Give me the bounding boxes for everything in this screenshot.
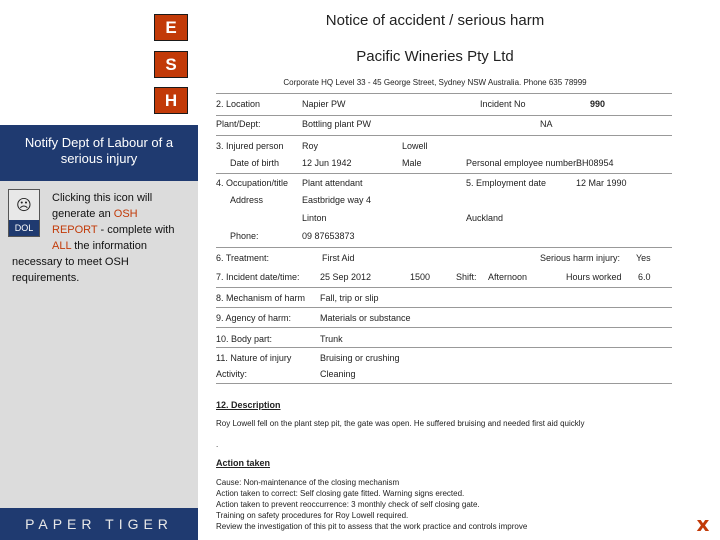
help-line-2-text: generate an: [52, 208, 114, 220]
action-line-2[interactable]: Action taken to correct: Self closing gate fitted. Warning signs erected.: [216, 489, 465, 498]
activity-label: Activity:: [216, 369, 248, 379]
help-all-accent: ALL: [52, 240, 72, 252]
help-area: [0, 181, 198, 540]
action-line-3[interactable]: Action taken to prevent reoccurrence: 3 monthly check of self closing gate.: [216, 500, 480, 509]
close-icon[interactable]: x: [696, 512, 710, 536]
location-label: 2. Location: [216, 99, 261, 109]
incident-no-value[interactable]: 990: [590, 99, 606, 109]
description-heading: 12. Description: [216, 400, 281, 410]
notify-banner: [0, 125, 198, 181]
divider: [216, 135, 672, 136]
divider: [216, 173, 672, 174]
agency-value[interactable]: Materials or substance: [320, 313, 411, 323]
employment-no-value[interactable]: BH08954: [576, 158, 614, 168]
activity-value[interactable]: Cleaning: [320, 369, 356, 379]
action-line-5[interactable]: Review the investigation of this pit to assess that the work practice and controls improve: [216, 522, 528, 531]
divider: [216, 115, 672, 116]
help-report-accent: REPORT: [52, 224, 98, 236]
divider: [216, 347, 672, 348]
injured-person-label: 3. Injured person: [216, 141, 284, 151]
injured-first-name[interactable]: Roy: [302, 141, 319, 151]
body-part-value[interactable]: Trunk: [320, 334, 343, 344]
occupation-label: 4. Occupation/title: [216, 178, 289, 188]
mechanism-value[interactable]: Fall, trip or slip: [320, 293, 379, 303]
action-taken-heading: Action taken: [216, 458, 271, 468]
treatment-label: 6. Treatment:: [216, 253, 270, 263]
action-line-4[interactable]: Training on safety procedures for Roy Lowell required.: [216, 511, 409, 520]
esh-e-button[interactable]: E: [154, 14, 188, 41]
serious-harm-value[interactable]: Yes: [636, 253, 651, 263]
address-line1[interactable]: Eastbridge way 4: [302, 195, 372, 205]
divider: [216, 287, 672, 288]
hours-worked-value[interactable]: 6.0: [638, 272, 651, 282]
agency-label: 9. Agency of harm:: [216, 313, 292, 323]
divider: [216, 307, 672, 308]
treatment-value[interactable]: First Aid: [322, 253, 355, 263]
incident-datetime-label: 7. Incident date/time:: [216, 272, 300, 282]
mechanism-label: 8. Mechanism of harm: [216, 293, 306, 303]
sex-value[interactable]: Male: [402, 158, 422, 168]
help-osh-accent: OSH: [113, 208, 138, 220]
incident-no-label: Incident No: [480, 99, 526, 109]
company-name: Pacific Wineries Pty Ltd: [356, 48, 514, 65]
address-line2[interactable]: Linton: [302, 213, 327, 223]
date-of-birth-label: Date of birth: [230, 158, 280, 168]
address-city[interactable]: Auckland: [466, 213, 504, 223]
phone-label: Phone:: [230, 231, 259, 241]
employment-date-value[interactable]: 12 Mar 1990: [576, 178, 627, 188]
accident-notice-form: [210, 0, 720, 540]
help-line-6: requirements.: [12, 272, 80, 284]
address-label: Address: [230, 195, 264, 205]
help-line-4: [12, 238, 190, 254]
nature-value[interactable]: Bruising or crushing: [320, 353, 400, 363]
shift-label: Shift:: [456, 272, 477, 282]
plant-dept-label: Plant/Dept:: [216, 119, 261, 129]
form-title: Notice of accident / serious harm: [325, 12, 545, 29]
injured-last-name[interactable]: Lowell: [402, 141, 428, 151]
notify-banner-line1: Notify Dept of Labour of a: [24, 135, 174, 150]
left-panel: [0, 0, 198, 540]
action-line-1[interactable]: Cause: Non-maintenance of the closing mechanism: [216, 478, 400, 487]
dol-label: DOL: [9, 220, 39, 236]
date-of-birth-value[interactable]: 12 Jun 1942: [302, 158, 352, 168]
shift-value[interactable]: Afternoon: [488, 272, 528, 282]
esh-s-button[interactable]: S: [154, 51, 188, 78]
phone-value[interactable]: 09 87653873: [302, 231, 355, 241]
help-line-4-text: the information: [71, 240, 147, 252]
corporate-address: Corporate HQ Level 33 - 45 George Street, Sydney NSW Australia. Phone 635 78999: [283, 78, 587, 87]
help-line-3-text: - complete with: [97, 224, 175, 236]
divider: [216, 383, 672, 384]
help-line-2: [12, 206, 190, 222]
divider: [216, 327, 672, 328]
body-part-label: 10. Body part:: [216, 334, 273, 344]
divider: [216, 93, 672, 94]
help-line-3: [12, 222, 190, 238]
divider: [216, 247, 672, 248]
help-line-5: necessary to meet OSH: [12, 256, 129, 268]
serious-harm-label: Serious harm injury:: [540, 253, 621, 263]
help-text: [12, 190, 190, 286]
plant-dept-value[interactable]: Bottling plant PW: [302, 119, 372, 129]
hours-worked-label: Hours worked: [566, 272, 622, 282]
help-line-1: Clicking this icon will: [52, 192, 153, 204]
notify-banner-line2: serious injury: [60, 151, 138, 166]
nature-label: 11. Nature of injury: [216, 353, 292, 363]
description-text[interactable]: Roy Lowell fell on the plant step pit, the gate was open. He suffered bruising and needed first aid quickly: [216, 419, 585, 428]
esh-h-button[interactable]: H: [154, 87, 188, 114]
plant-dept-extra: NA: [540, 119, 553, 129]
sad-face-icon: ☹: [16, 196, 32, 214]
incident-date-value[interactable]: 25 Sep 2012: [320, 272, 372, 282]
incident-time-value[interactable]: 1500: [410, 272, 431, 282]
description-dot: .: [216, 440, 219, 449]
occupation-value[interactable]: Plant attendant: [302, 178, 363, 188]
paper-tiger-footer: PAPER TIGER: [0, 508, 198, 540]
employment-no-label: Personal employee number: [466, 158, 577, 168]
location-value[interactable]: Napier PW: [302, 99, 346, 109]
employment-date-label: 5. Employment date: [466, 178, 547, 188]
